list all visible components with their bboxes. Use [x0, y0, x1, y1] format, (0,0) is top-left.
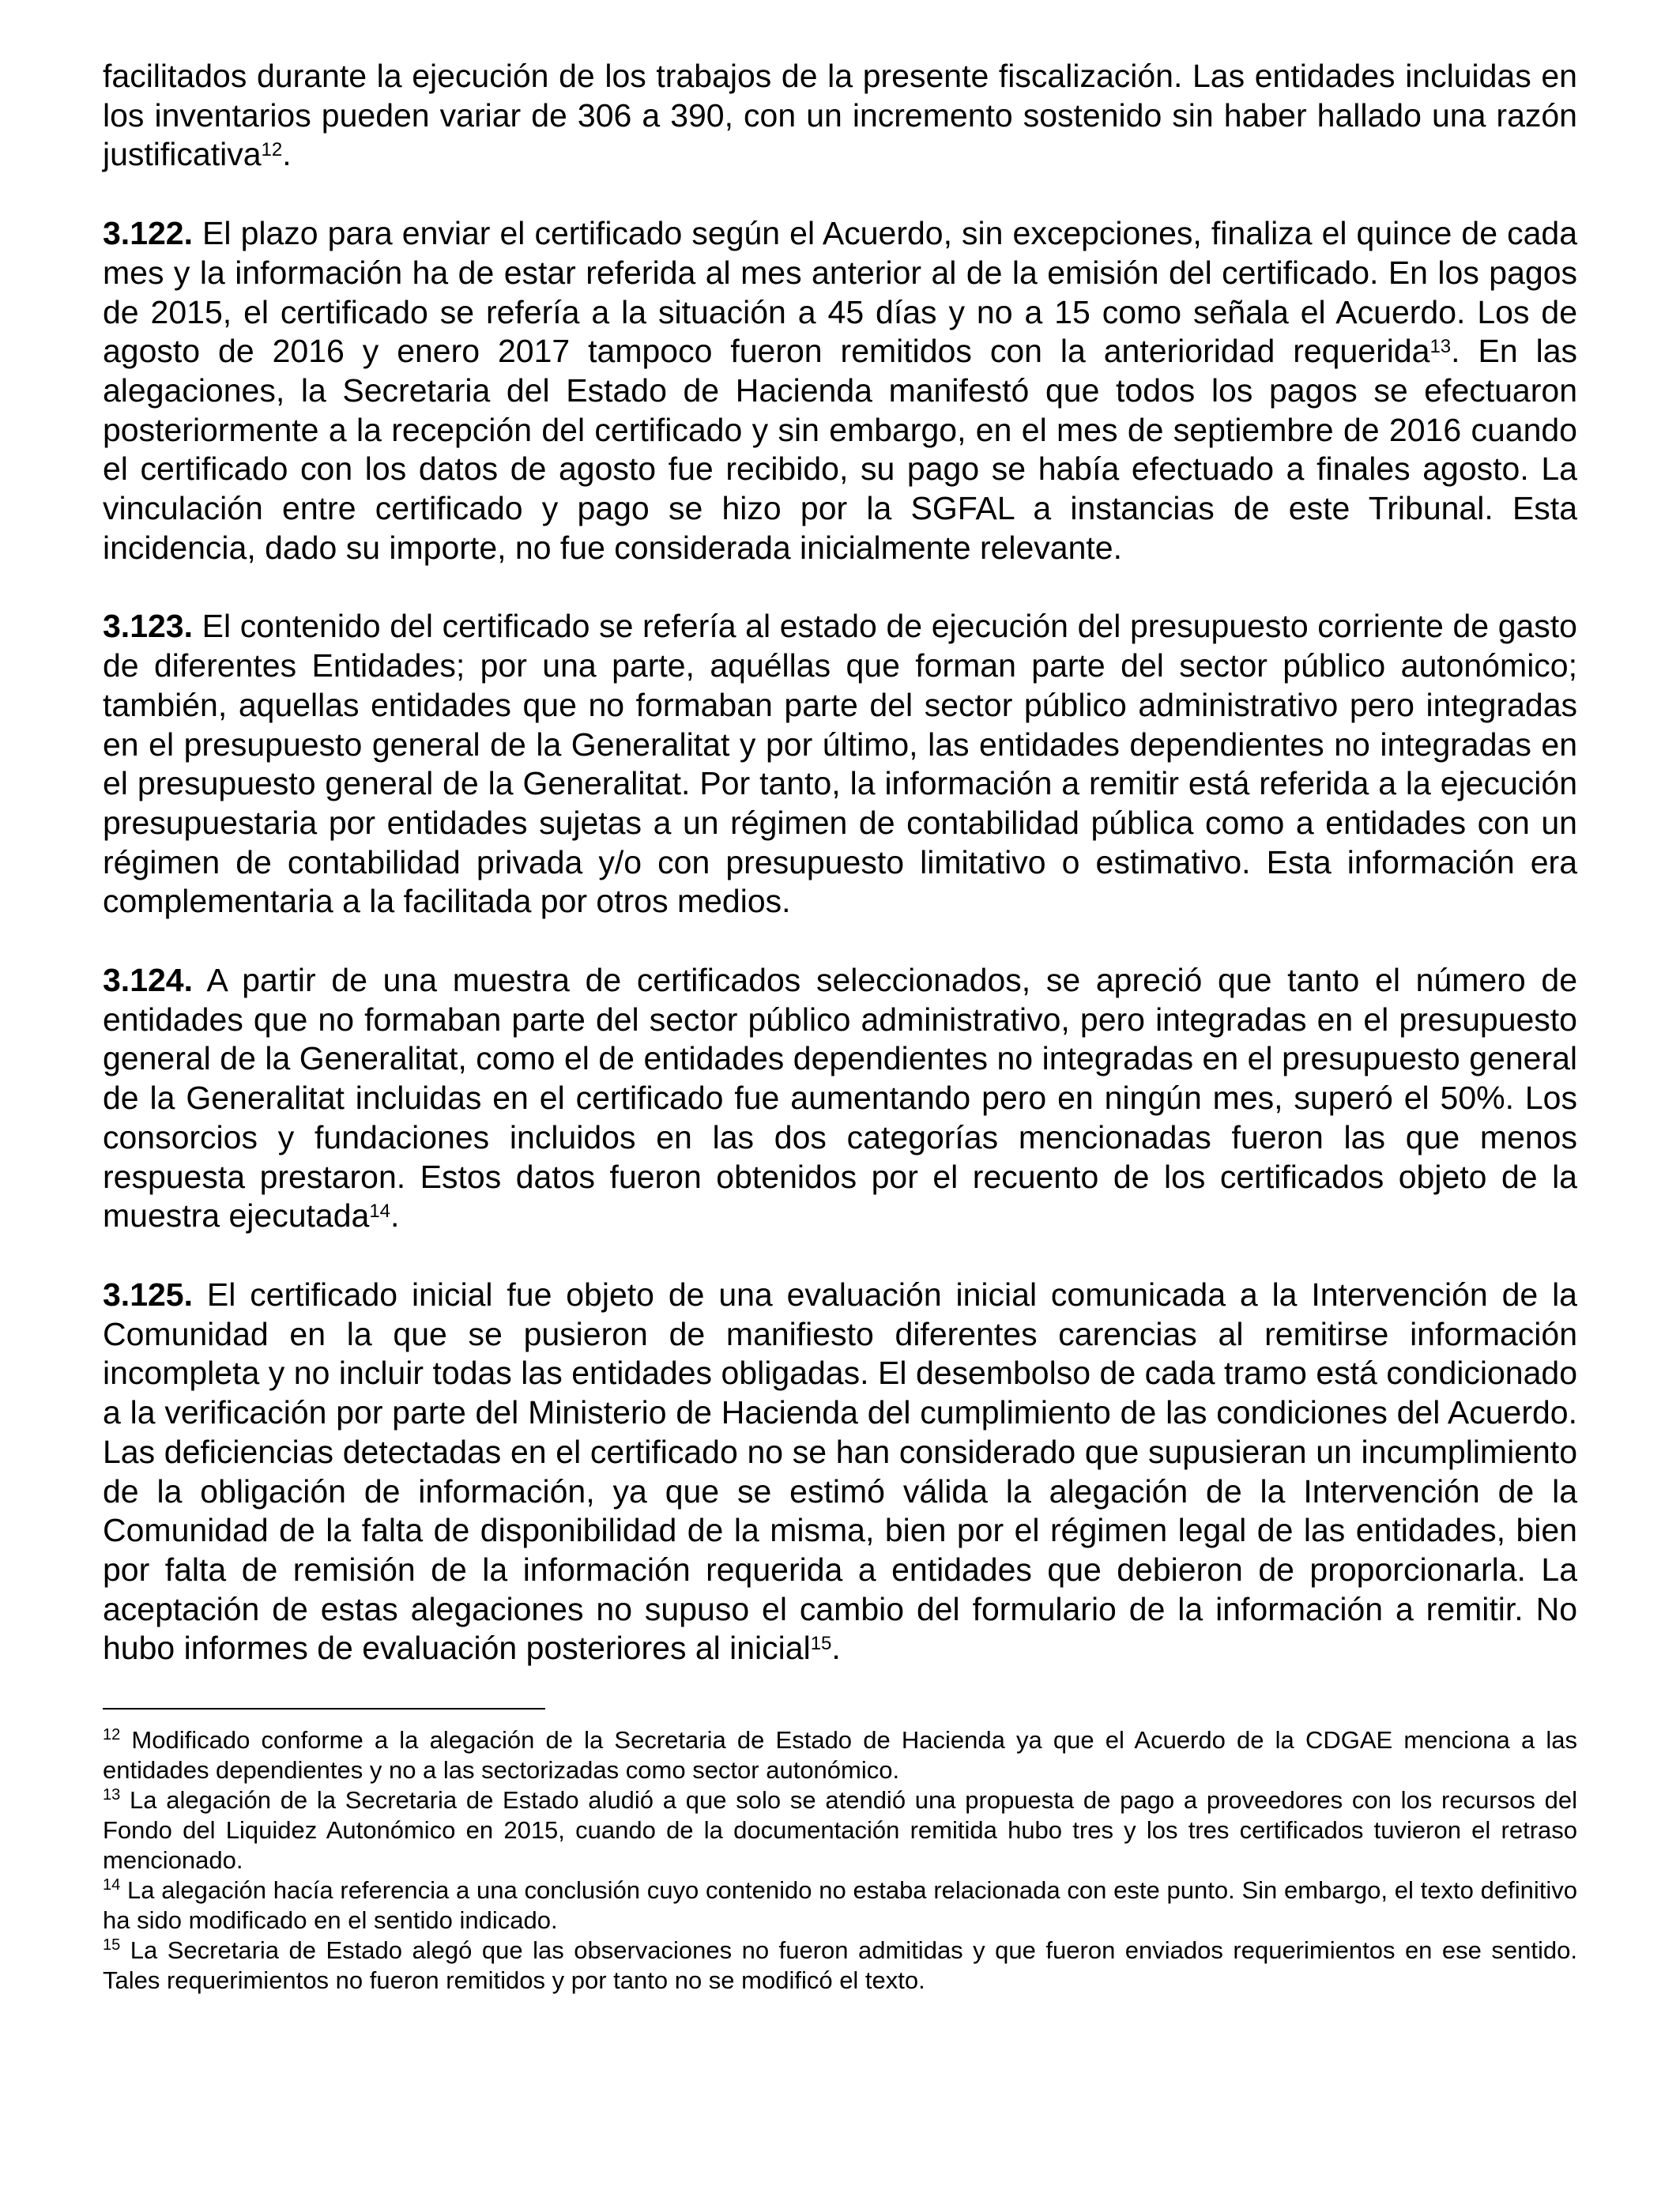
footnote-number: 14	[103, 1875, 121, 1894]
footnote-14	[103, 1875, 1577, 1936]
footnote-15	[103, 1936, 1577, 1996]
footnote-text: La alegación hacía referencia a una conclusión cuyo contenido no estaba relacionada con este punto. Sin embargo, el texto definitivo ha sido modificado en el sentido indicado.	[103, 1876, 1577, 1935]
document-page	[103, 57, 1577, 1996]
footnote-number: 15	[103, 1936, 121, 1954]
paragraph-tail: .	[390, 1197, 400, 1235]
footnote-text: Modificado conforme a la alegación de la Secretaria de Estado de Hacienda ya que el Acuerdo de la CDGAE menciona a las entidades dependientes y no a las sectorizadas como sector autonómico.	[103, 1726, 1577, 1785]
paragraph-text: El plazo para enviar el certificado según el Acuerdo, sin excepciones, finaliza el quince de cada mes y la información ha de estar referida al mes anterior al de la emisión del certificado. En los pagos de 2015, el certificado se refería a la situación a 45 días y no a 15 como señala el Acuerdo. Los de agosto de 2016 y enero 2017 tampoco fueron remitidos con la anterioridad requerida	[103, 215, 1577, 370]
paragraph-3-123	[103, 607, 1577, 922]
footnote-text: La alegación de la Secretaria de Estado aludió a que solo se atendió una propuesta de pago a proveedores con los recursos del Fondo del Liquidez Autonómico en 2015, cuando de la documentación remitida hubo tres y los tres certificados tuvieron el retraso mencionado.	[103, 1786, 1577, 1875]
paragraph-tail: .	[831, 1630, 841, 1667]
paragraph-3-122	[103, 214, 1577, 567]
footnote-reference[interactable]: 13	[1430, 335, 1452, 357]
paragraph-text: El contenido del certificado se refería al estado de ejecución del presupuesto corriente de gasto de diferentes Entidades; por una parte, aquéllas que forman parte del sector público autonómico; también, aquellas entidades que no formaban parte del sector público administrativo pero integradas en el presupuesto general de la Generalitat y por último, las entidades dependientes no integradas en el presupuesto general de la Generalitat. Por tanto, la información a remitir está referida a la ejecución presupuestaria por entidades sujetas a un régimen de contabilidad pública como a entidades con un régimen de contabilidad privada y/o con presupuesto limitativo o estimativo. Esta información era complementaria a la facilitada por otros medios.	[103, 608, 1577, 920]
footnote-number: 13	[103, 1785, 121, 1804]
paragraph-text: El certificado inicial fue objeto de una evaluación inicial comunicada a la Intervención de la Comunidad en la que se pusieron de manifiesto diferentes carencias al remitirse información incompleta y no incluir todas las entidades obligadas. El desembolso de cada tramo está condicionado a la verificación por parte del Ministerio de Hacienda del cumplimiento de las condiciones del Acuerdo. Las deficiencias detectadas en el certificado no se han considerado que supusieran un incumplimiento de la obligación de información, ya que se estimó válida la alegación de la Intervención de la Comunidad de la falta de disponibilidad de la misma, bien por el régimen legal de las entidades, bien por falta de remisión de la información requerida a entidades que debieron de proporcionarla. La aceptación de estas alegaciones no supuso el cambio del formulario de la información a remitir. No hubo informes de evaluación posteriores al inicial	[103, 1276, 1577, 1667]
paragraph-3-125	[103, 1276, 1577, 1668]
paragraph-3-124	[103, 961, 1577, 1236]
footnote-reference[interactable]: 15	[810, 1632, 832, 1654]
paragraph-tail: . En las alegaciones, la Secretaria del Estado de Hacienda manifestó que todos los pagos se efectuaron posteriormente a la recepción del certificado y sin embargo, en el mes de septiembre de 2016 cuando el certificado con los datos de agosto fue recibido, su pago se había efectuado a finales agosto. La vinculación entre certificado y pago se hizo por la SGFAL a instancias de este Tribunal. Esta incidencia, dado su importe, no fue considerada inicialmente relevante.	[103, 333, 1577, 566]
footnote-text: La Secretaria de Estado alegó que las observaciones no fueron admitidas y que fueron enviados requerimientos en ese sentido. Tales requerimientos no fueron remitidos y por tanto no se modificó el texto.	[103, 1936, 1577, 1995]
paragraph-number: 3.122.	[103, 215, 193, 252]
paragraph-number: 3.123.	[103, 608, 193, 645]
paragraph-number: 3.124.	[103, 962, 193, 999]
footnote-reference[interactable]: 14	[369, 1200, 391, 1222]
footnote-13	[103, 1785, 1577, 1875]
footnote-reference[interactable]: 12	[261, 138, 283, 160]
paragraph-number: 3.125.	[103, 1276, 193, 1313]
footnote-number: 12	[103, 1725, 121, 1744]
paragraph-text: facilitados durante la ejecución de los trabajos de la presente fiscalización. Las entidades incluidas en los inventarios pueden variar de 306 a 390, con un incremento sostenido sin haber hallado una razón justificativa	[103, 58, 1577, 173]
footnote-12	[103, 1725, 1577, 1785]
paragraph-continuation	[103, 57, 1577, 175]
paragraph-text: A partir de una muestra de certificados seleccionados, se apreció que tanto el número de entidades que no formaban parte del sector público administrativo, pero integradas en el presupuesto general de la Generalitat, como el de entidades dependientes no integradas en el presupuesto general de la Generalitat incluidas en el certificado fue aumentando pero en ningún mes, superó el 50%. Los consorcios y fundaciones incluidos en las dos categorías mencionadas fueron las que menos respuesta prestaron. Estos datos fueron obtenidos por el recuento de los certificados objeto de la muestra ejecutada	[103, 962, 1577, 1235]
paragraph-tail: .	[282, 136, 292, 173]
footnote-separator	[103, 1708, 545, 1710]
